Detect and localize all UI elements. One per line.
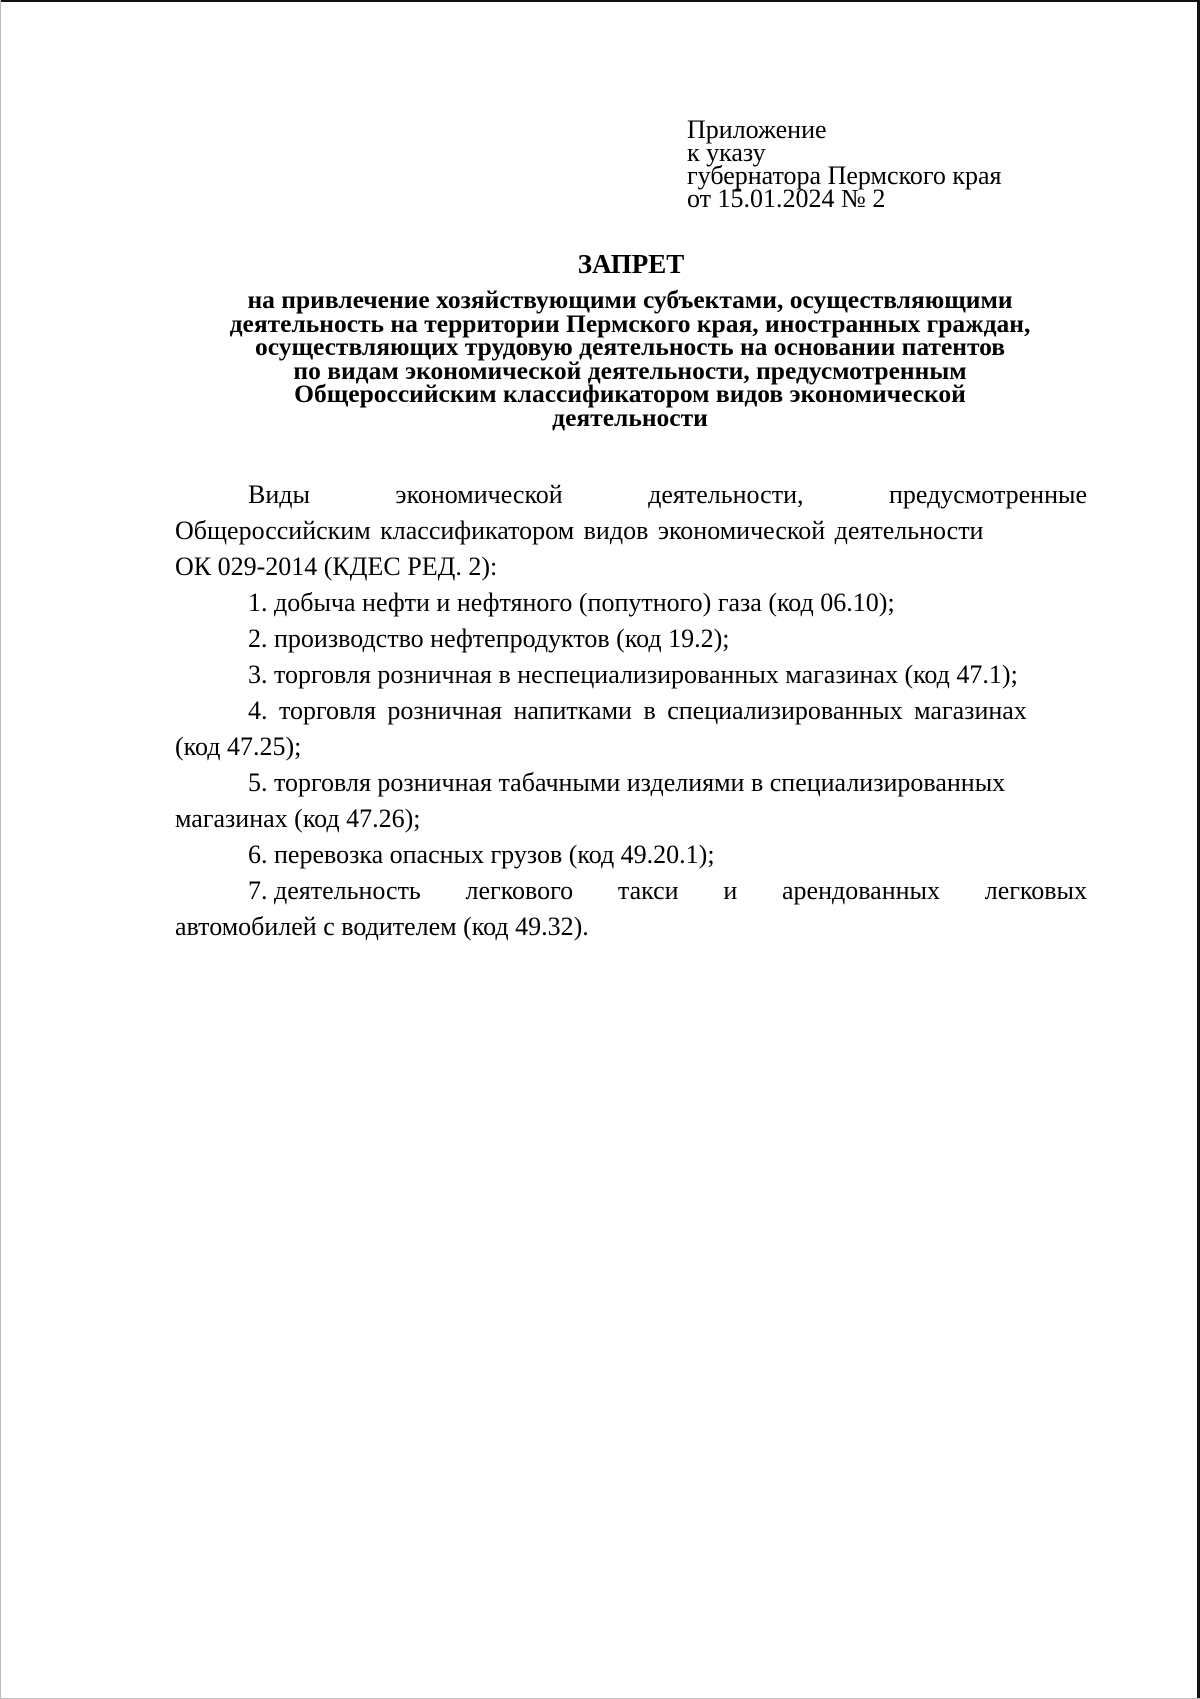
item7-word: легковых	[984, 876, 1087, 905]
intro-line-2: Общероссийским классификатором видов экономической деятельности	[175, 516, 984, 545]
intro-word: предусмотренные	[888, 480, 1087, 509]
item7-word: арендованных	[782, 876, 940, 905]
intro-line-3: ОК 029-2014 (КДЕС РЕД. 2):	[175, 552, 498, 581]
appendix-line-3: губернатора Пермского края	[687, 161, 1002, 190]
scan-border-top	[0, 0, 1200, 2]
subtitle-line: деятельности	[552, 402, 708, 432]
intro-word: деятельности,	[648, 480, 804, 509]
list-item-7-line-2: автомобилей с водителем (код 49.32).	[175, 912, 589, 941]
document-body	[175, 477, 1087, 945]
list-item-6: 6. перевозка опасных грузов (код 49.20.1);	[248, 840, 715, 869]
subtitle-line: по видам экономической деятельности, предусмотренным	[293, 355, 967, 385]
intro-line-1	[175, 477, 1087, 513]
appendix-reference	[687, 115, 1002, 213]
list-item-4-line-2: (код 47.25);	[175, 732, 302, 761]
list-item-4-line-1: 4. торговля розничная напитками в специализированных магазинах	[248, 696, 1027, 725]
subtitle-line: осуществляющих трудовую деятельность на основании патентов	[254, 332, 1006, 361]
list-item-2: 2. производство нефтепродуктов (код 19.2);	[248, 624, 730, 653]
list-item-5-line-1: 5. торговля розничная табачными изделиями в специализированных	[248, 768, 1006, 797]
document-title: ЗАПРЕТ	[577, 249, 685, 279]
item7-word: такси	[617, 876, 679, 905]
subtitle-line: на привлечение хозяйствующими субъектами, осуществляющими	[247, 285, 1013, 314]
item7-word: 7. деятельность	[248, 876, 421, 905]
subtitle-line: деятельность на территории Пермского края, иностранных граждан,	[229, 308, 1031, 338]
intro-word: Виды	[248, 480, 310, 509]
appendix-line-1: Приложение	[687, 115, 827, 144]
appendix-line-4: от 15.01.2024 № 2	[687, 184, 886, 213]
document-subtitle	[160, 285, 1100, 432]
appendix-line-2: к указу	[687, 138, 766, 167]
item7-word: легкового	[465, 876, 574, 905]
list-item-7-line-1	[175, 873, 1087, 909]
intro-word: экономической	[395, 480, 563, 509]
subtitle-line: Общероссийским классификатором видов экономической	[294, 379, 966, 408]
item7-word: и	[723, 876, 738, 905]
list-item-1: 1. добыча нефти и нефтяного (попутного) газа (код 06.10);	[248, 588, 895, 617]
list-item-5-line-2: магазинах (код 47.26);	[175, 804, 421, 833]
list-item-3: 3. торговля розничная в неспециализированных магазинах (код 47.1);	[248, 660, 1018, 689]
